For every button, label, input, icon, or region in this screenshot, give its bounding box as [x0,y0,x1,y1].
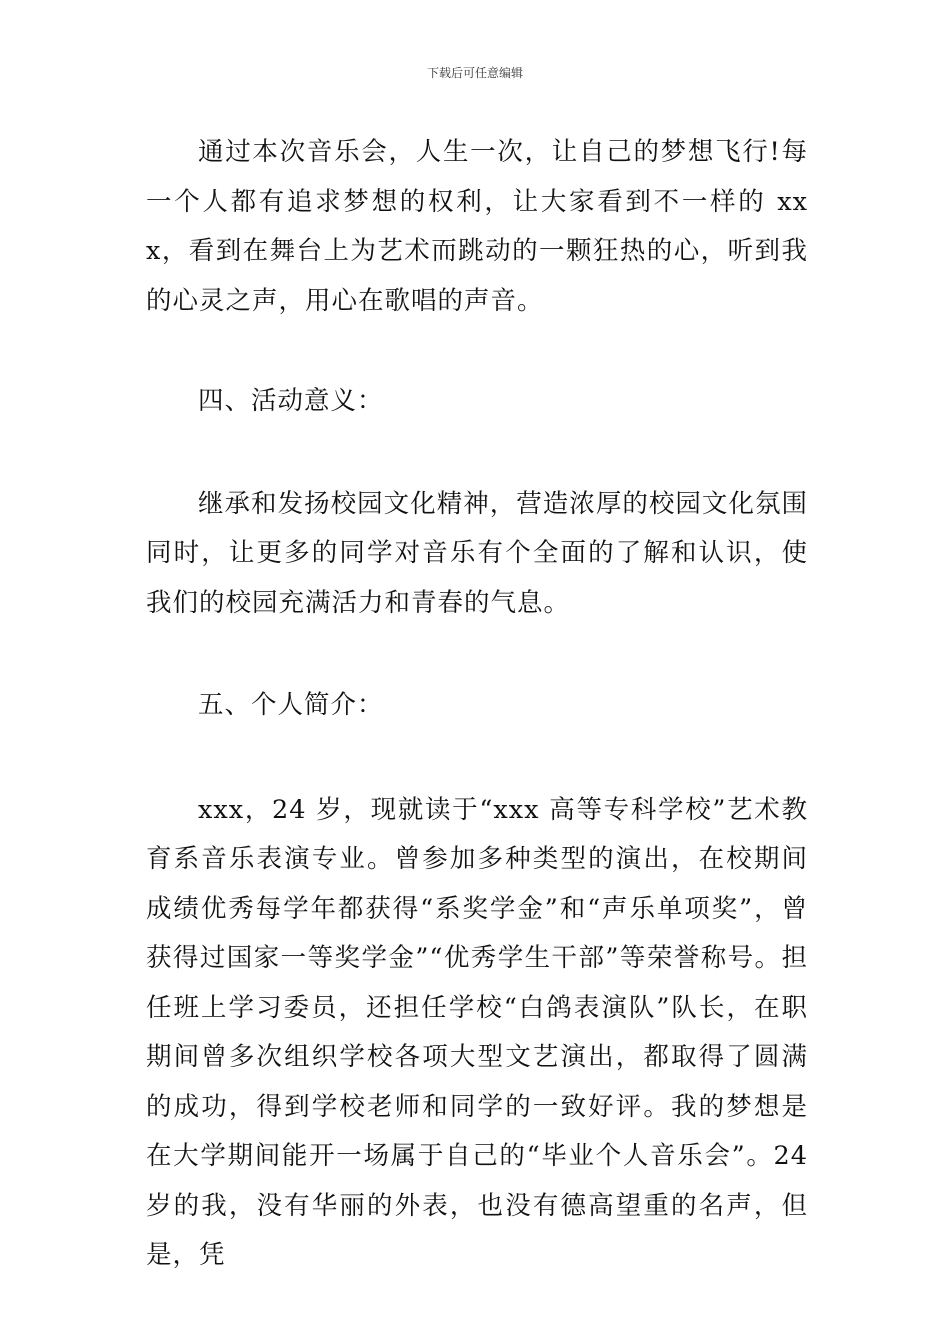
page-header-note: 下载后可任意编辑 [426,66,523,80]
paragraph-significance: 继承和发扬校园文化精神，营造浓厚的校园文化氛围同时，让更多的同学对音乐有个全面的了解和认识，使我们的校园充满活力和青春的气息。 [146,488,808,618]
document-body [146,128,808,1281]
section-heading-significance: 四、活动意义： [198,386,384,416]
section-heading-profile: 五、个人简介： [198,690,384,720]
paragraph-profile: xxx，24 岁，现就读于“xxx 高等专科学校”艺术教育系音乐表演专业。曾参加多种类型的演出，在校期间成绩优秀每学年都获得“系奖学金”和“声乐单项奖”，曾获得过国家一等奖学金”“优秀学生干部”等荣誉称号。担任班上学习委员，还担任学校“白鸽表演队”队长，在职期间曾多次组织学校各项大型文艺演出，都取得了圆满的成功，得到学校老师和同学的一致好评。我的梦想是在大学期间能开一场属于自己的“毕业个人音乐会”。24 岁的我，没有华丽的外表，也没有德高望重的名声，但是，凭 [146,794,808,1270]
paragraph-concert-dream: 通过本次音乐会，人生一次，让自己的梦想飞行!每一个人都有追求梦想的权利，让大家看到不一样的 xxx，看到在舞台上为艺术而跳动的一颗狂热的心，听到我的心灵之声，用心在歌唱的声音。 [146,137,808,316]
